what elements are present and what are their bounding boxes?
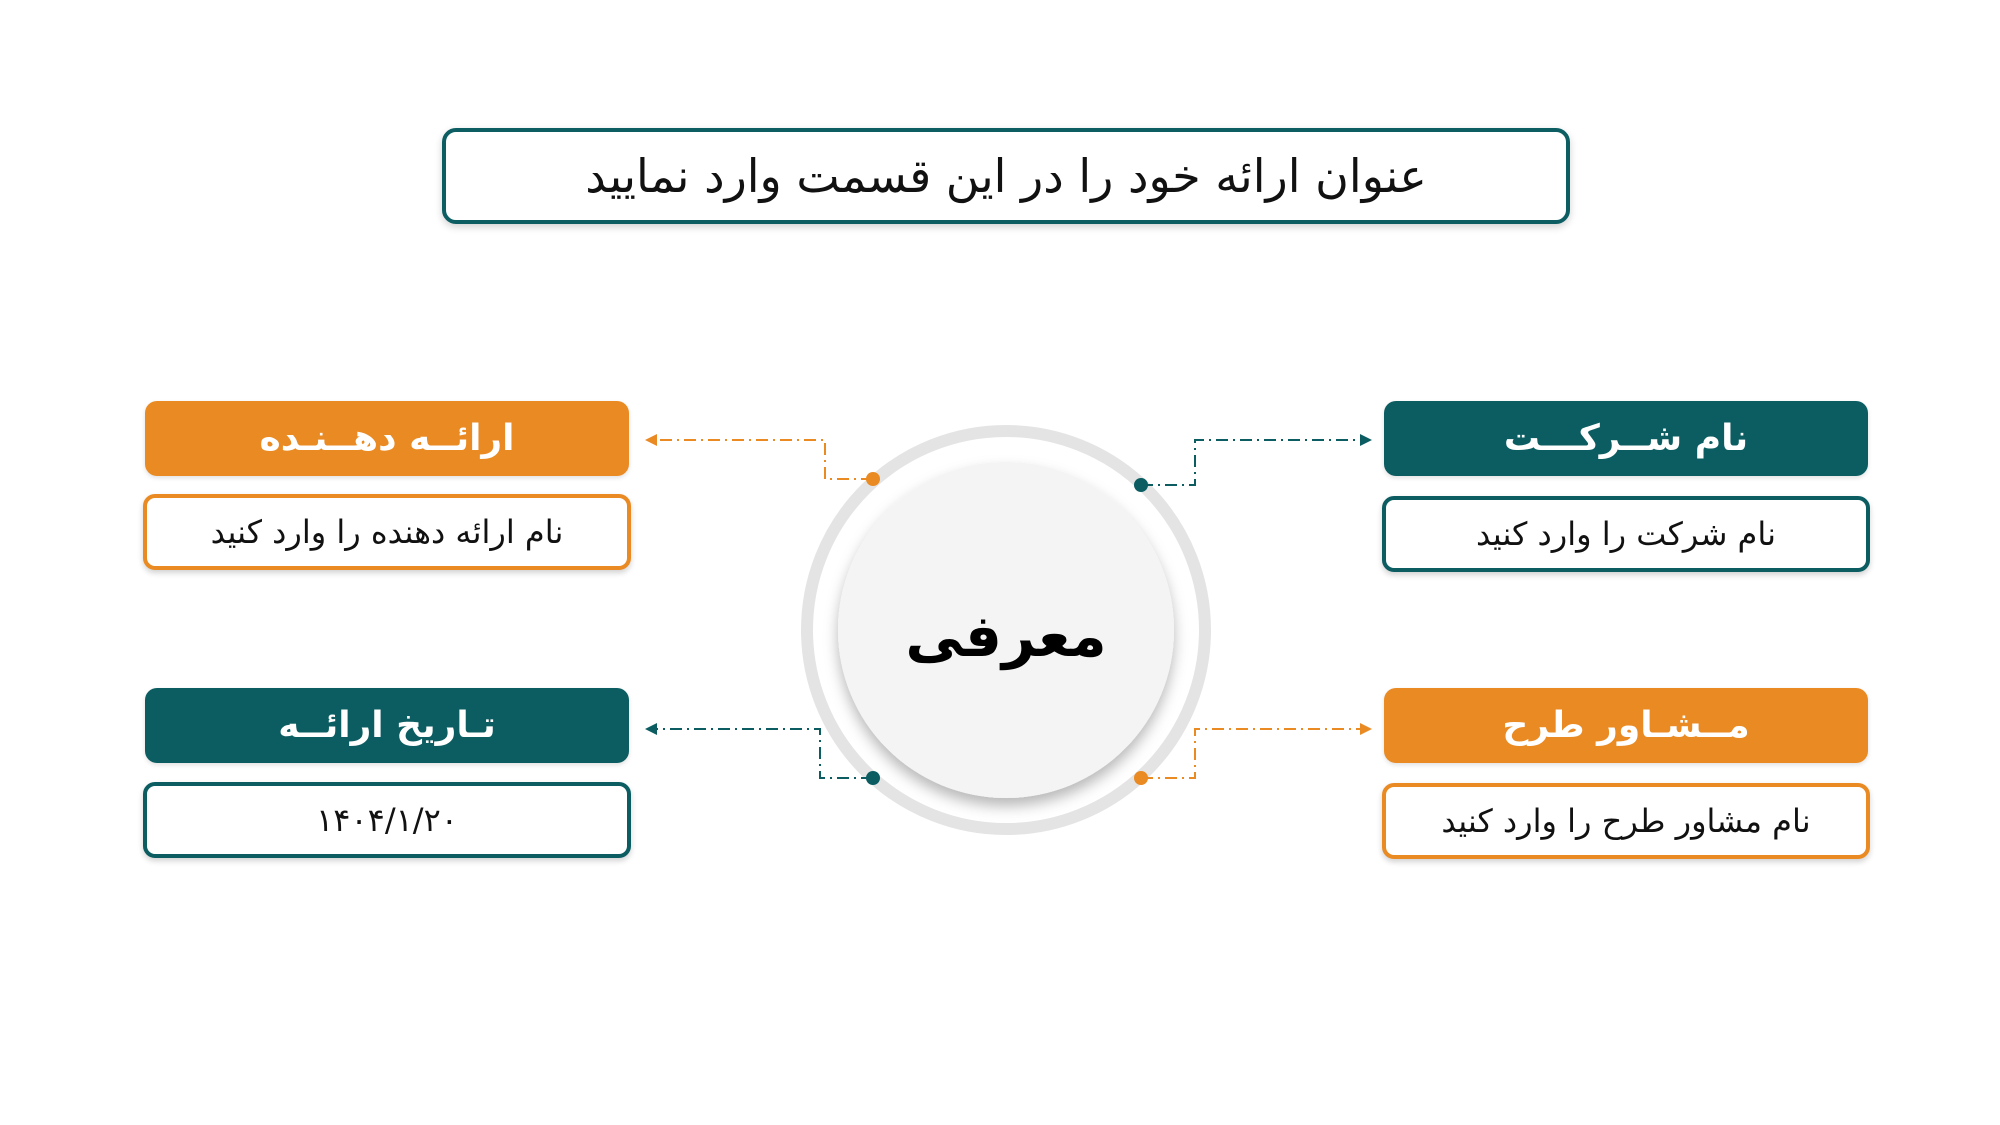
arrowhead-date	[645, 723, 657, 735]
presenter-header: ارائــه دهــنـده	[145, 401, 629, 476]
date-field[interactable]: ۱۴۰۴/۱/۲۰	[143, 782, 631, 858]
connector-company	[1141, 440, 1368, 485]
company-header: نام شــرکـــت	[1384, 401, 1868, 476]
company-field[interactable]: نام شرکت را وارد کنید	[1382, 496, 1870, 572]
advisor-field[interactable]: نام مشاور طرح را وارد کنید	[1382, 783, 1870, 859]
dot-company	[1134, 478, 1148, 492]
center-label: معرفی	[905, 602, 1107, 670]
arrowhead-presenter	[645, 434, 657, 446]
arrowhead-advisor	[1360, 723, 1372, 735]
dot-presenter	[866, 472, 880, 486]
arrowhead-company	[1360, 434, 1372, 446]
connector-presenter	[648, 440, 873, 479]
advisor-header: مــشـاور طرح	[1384, 688, 1868, 763]
date-header: تـاریخ ارائــه	[145, 688, 629, 763]
dot-date	[866, 771, 880, 785]
presentation-title[interactable]: عنوان ارائه خود را در این قسمت وارد نمایید	[442, 128, 1570, 224]
dot-advisor	[1134, 771, 1148, 785]
presenter-field[interactable]: نام ارائه دهنده را وارد کنید	[143, 494, 631, 570]
